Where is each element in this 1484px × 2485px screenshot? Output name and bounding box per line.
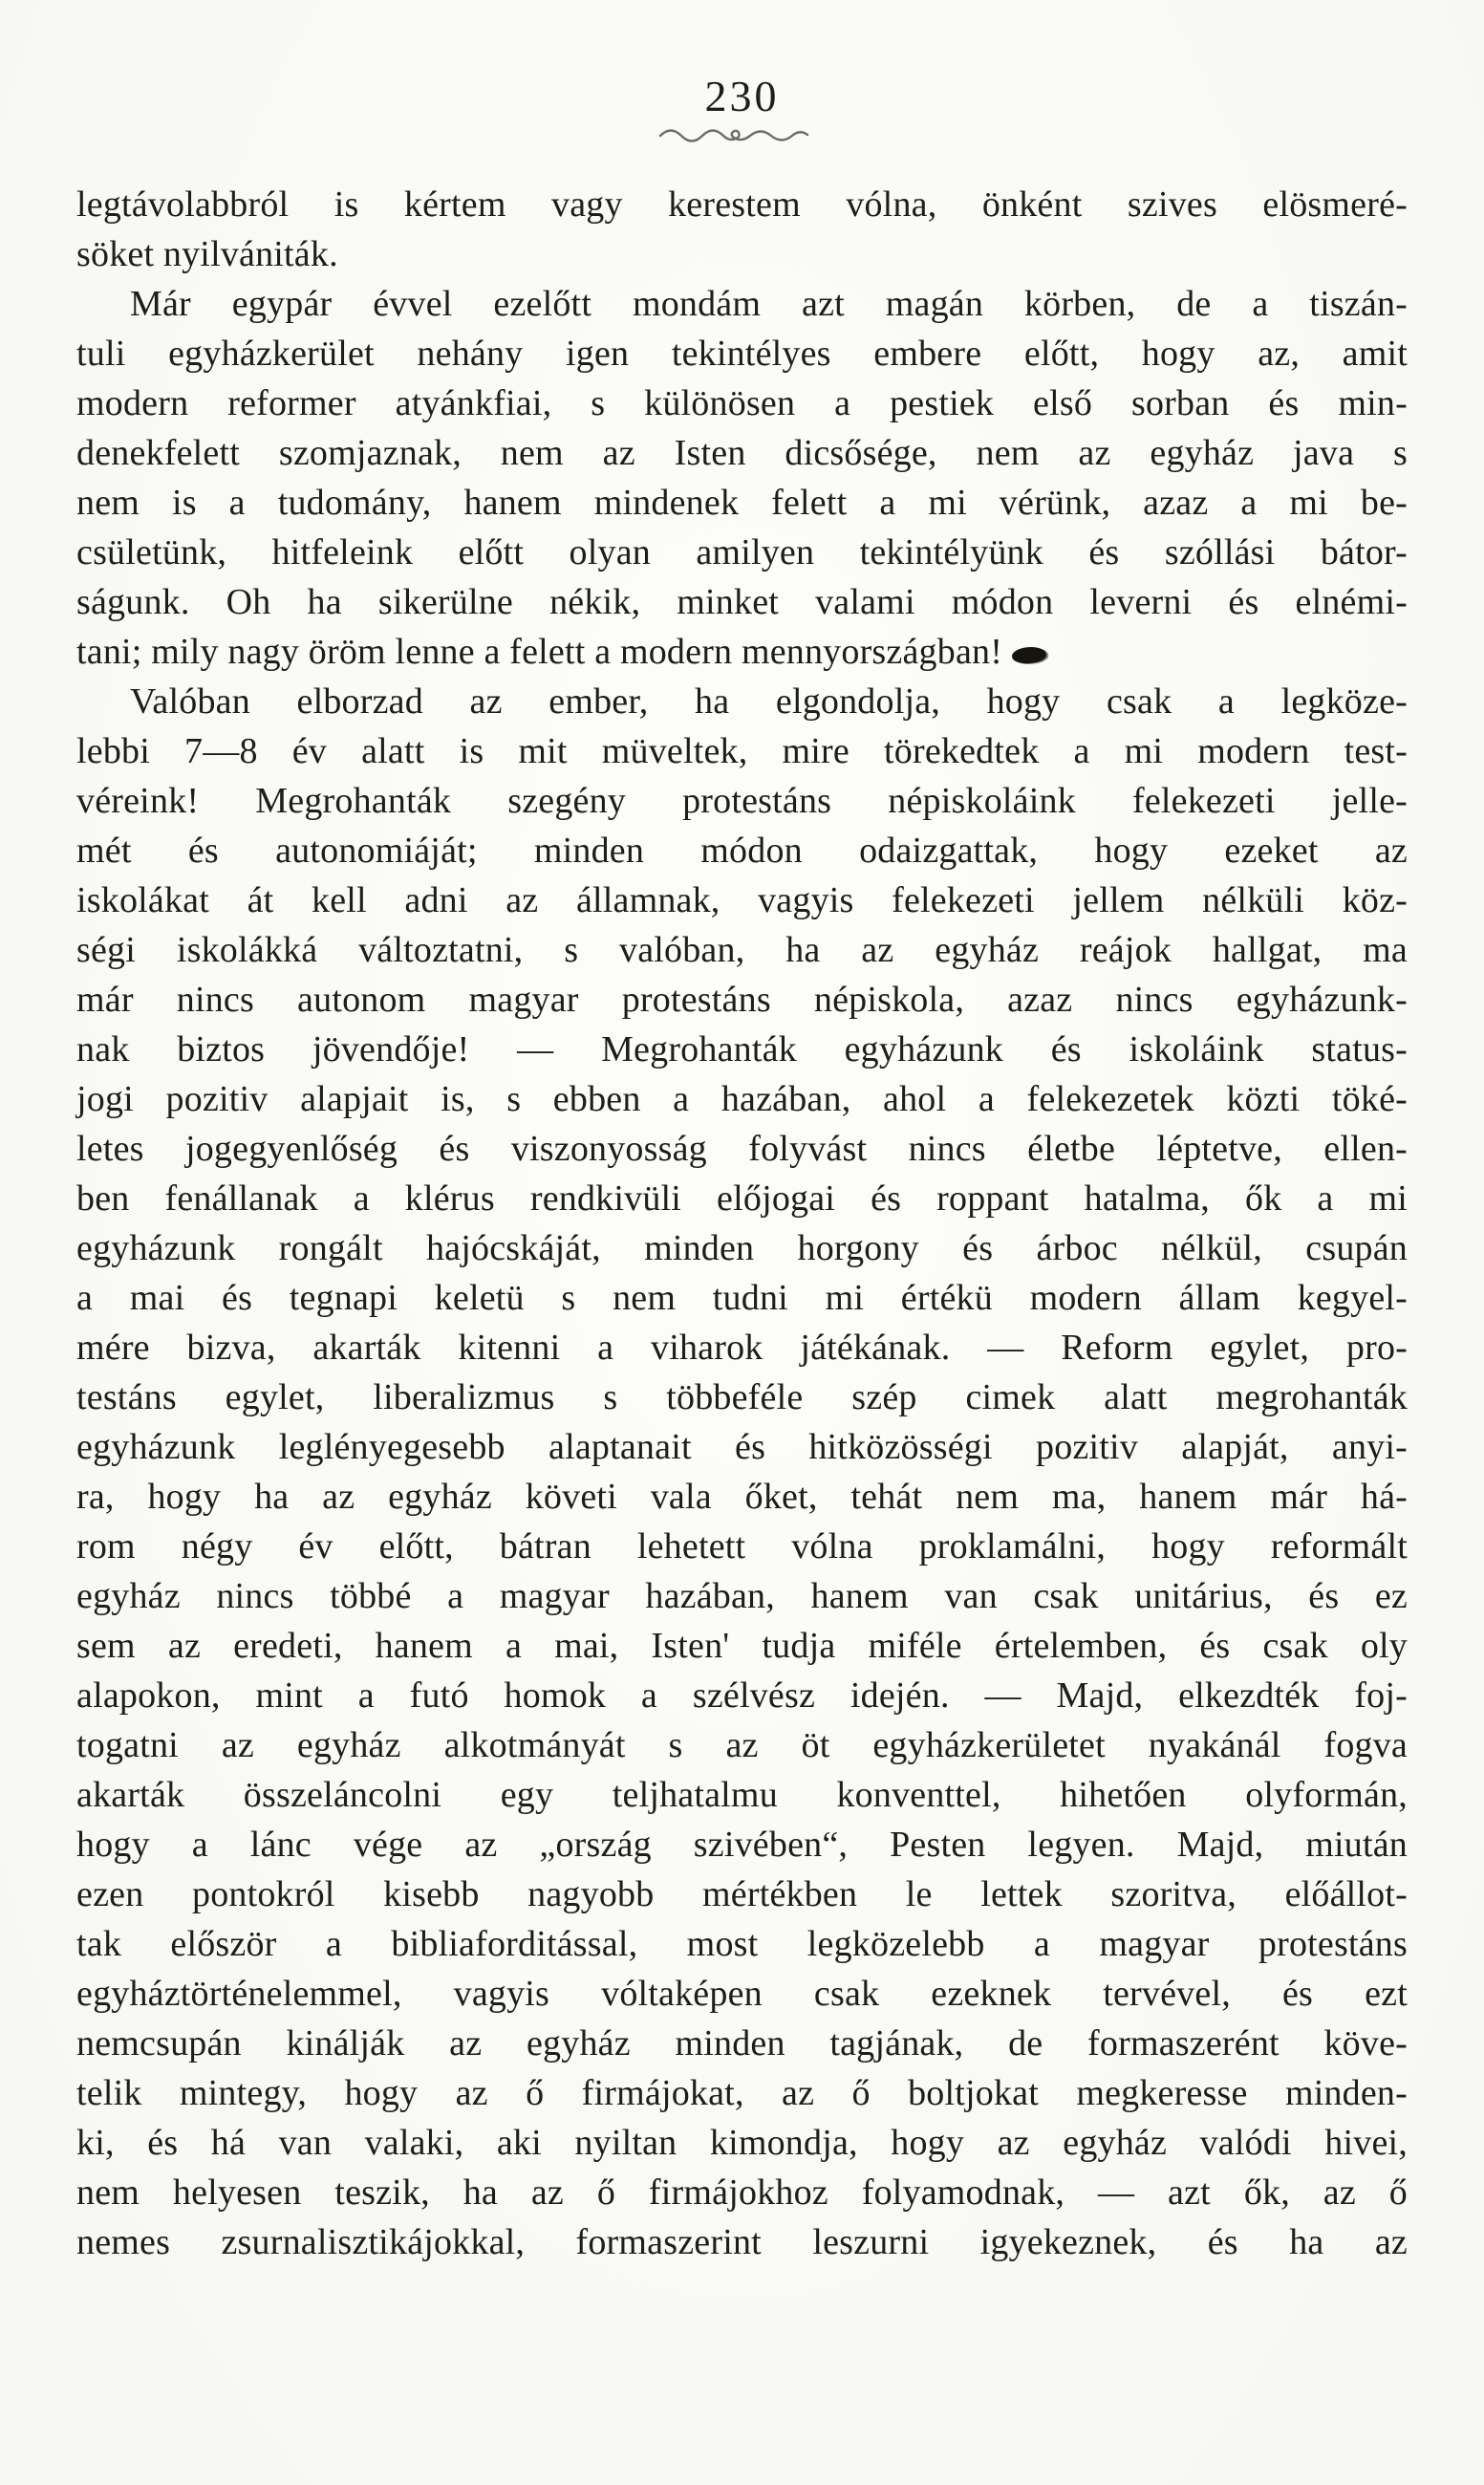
text-line-content: egyházunk leglényegesebb alaptanait és hitközösségi pozitiv alapját, anyi- [76,1427,1408,1467]
text-line [76,428,1408,478]
text-line-content: legtávolabbról is kértem vagy kerestem vólna, önként szives elösmeré- [76,184,1408,225]
squiggle-icon [656,124,828,145]
text-line [76,1770,1408,1820]
text-line-content: jogi pozitiv alapjait is, s ebben a hazában, ahol a felekezetek közti töké- [76,1079,1408,1119]
text-line [76,627,1408,677]
paragraph [76,180,1408,279]
text-line [76,1323,1408,1372]
text-line [76,1621,1408,1671]
text-line-content: ben fenállanak a klérus rendkivüli előjogai és roppant hatalma, ők a mi [76,1178,1408,1219]
text-line [76,776,1408,826]
text-line [76,975,1408,1025]
text-line [76,180,1408,229]
text-line-content: mét és autonomiáját; minden módon odaizgattak, hogy ezeket az [76,831,1408,871]
text-line-content: tak először a bibliaforditással, most legközelebb a magyar protestáns [76,1924,1408,1964]
text-line-content: nem is a tudomány, hanem mindenek felett a mi vérünk, azaz a mi be- [76,483,1408,523]
text-line [76,1571,1408,1621]
text-line-content: ki, és há van valaki, aki nyiltan kimondja, hogy az egyház valódi hivei, [76,2123,1408,2163]
text-line [76,329,1408,378]
text-line-content: tani; mily nagy öröm lenne a felett a modern mennyországban! [76,632,1003,672]
text-line-content: a mai és tegnapi keletü s nem tudni mi értékü modern állam kegyel- [76,1278,1408,1318]
text-line [76,378,1408,428]
text-line [76,2168,1408,2217]
text-line [76,1124,1408,1174]
text-line-content: nem helyesen teszik, ha az ő firmájokhoz folyamodnak, — azt ők, az ő [76,2172,1408,2213]
paragraph [76,677,1408,2267]
text-line [76,1472,1408,1522]
text-line-content: alapokon, mint a futó homok a szélvész idején. — Majd, elkezdték foj- [76,1675,1408,1716]
text-line-content: nemcsupán kinálják az egyház minden tagjának, de formaszerént köve- [76,2023,1408,2064]
ink-smudge [1011,645,1047,665]
text-line-content: testáns egylet, liberalizmus s többeféle szép cimek alatt megrohanták [76,1377,1408,1417]
text-line-content: Már egypár évvel ezelőtt mondám azt magán körben, de a tiszán- [130,284,1408,324]
text-line [76,1422,1408,1472]
text-line [76,1223,1408,1273]
text-line [76,1919,1408,1969]
text-line [76,826,1408,875]
text-line-content: modern reformer atyánkfiai, s különösen a pestiek első sorban és min- [76,383,1408,423]
text-line-content: ezen pontokról kisebb nagyobb mértékben le lettek szoritva, előállot- [76,1874,1408,1914]
text-line-content: denekfelett szomjaznak, nem az Isten dicsősége, nem az egyház java s [76,433,1408,473]
page-number: 230 [704,72,780,120]
text-line-content: csületünk, hitfeleink előtt olyan amilyen tekintélyünk és szóllási bátor- [76,532,1408,573]
text-line-content: ségi iskolákká változtatni, s valóban, ha az egyház reájok hallgat, ma [76,930,1408,970]
text-line [76,2068,1408,2118]
text-line-content: mére bizva, akarták kitenni a viharok játékának. — Reform egylet, pro- [76,1328,1408,1368]
text-line-content: egyházunk rongált hajócskáját, minden horgony és árboc nélkül, csupán [76,1228,1408,1268]
text-line [76,528,1408,577]
text-line-content: söket nyilvániták. [76,234,338,274]
text-line-content: akarták összeláncolni egy teljhatalmu konventtel, hihetően olyformán, [76,1775,1408,1815]
text-line-content: ságunk. Oh ha sikerülne nékik, minket valami módon leverni és elnémi- [76,582,1408,622]
text-line-content: egyháztörténelemmel, vagyis vóltaképen csak ezeknek tervével, és ezt [76,1974,1408,2014]
text-line [76,875,1408,925]
text-line [76,2217,1408,2267]
text-line [76,1671,1408,1720]
text-line-content: iskolákat át kell adni az államnak, vagyis felekezeti jellem nélküli köz- [76,880,1408,920]
text-line-content: ra, hogy ha az egyház követi vala őket, tehát nem ma, hanem már há- [76,1477,1408,1517]
text-line [76,726,1408,776]
text-line-content: lebbi 7—8 év alatt is mit müveltek, mire törekedtek a mi modern test- [76,731,1408,771]
text-line-content: Valóban elborzad az ember, ha elgondolja, hogy csak a legköze- [130,681,1408,722]
text-line [76,1372,1408,1422]
text-line [76,1820,1408,1869]
text-line-content: letes jogegyenlőség és viszonyosság folyvást nincs életbe léptetve, ellen- [76,1129,1408,1169]
text-line-content: egyház nincs többé a magyar hazában, hanem van csak unitárius, és ez [76,1576,1408,1616]
text-block [76,180,1408,2267]
text-line-content: tuli egyházkerület nehány igen tekintélyes embere előtt, hogy az, amit [76,334,1408,374]
text-line [76,1174,1408,1223]
text-line [76,1273,1408,1323]
text-line [76,1074,1408,1124]
text-line-content: telik mintegy, hogy az ő firmájokat, az ő boltjokat megkeresse minden- [76,2073,1408,2113]
paragraph [76,279,1408,677]
text-line [76,1969,1408,2019]
text-line [76,1522,1408,1571]
text-line [76,577,1408,627]
text-line [76,2019,1408,2068]
text-line-content: nak biztos jövendője! — Megrohanták egyházunk és iskoláink status- [76,1029,1408,1070]
text-line [76,1720,1408,1770]
text-line-content: rom négy év előtt, bátran lehetett vólna proklamálni, hogy reformált [76,1526,1408,1567]
text-line [76,478,1408,528]
text-line [76,229,1408,279]
text-line-content: véreink! Megrohanták szegény protestáns népiskoláink felekezeti jelle- [76,781,1408,821]
text-line [76,677,1408,726]
text-line [76,279,1408,329]
text-line [76,1869,1408,1919]
text-line-content: már nincs autonom magyar protestáns népiskola, azaz nincs egyházunk- [76,980,1408,1020]
text-line [76,1025,1408,1074]
text-line-content: sem az eredeti, hanem a mai, Isten' tudja miféle értelemben, és csak oly [76,1626,1408,1666]
text-line-content: nemes zsurnalisztikájokkal, formaszerint leszurni igyekeznek, és ha az [76,2222,1408,2262]
text-line-content: hogy a lánc vége az „ország szivében“, Pesten legyen. Majd, miután [76,1825,1408,1865]
text-line [76,925,1408,975]
decorative-squiggle [76,124,1408,147]
text-line [76,2118,1408,2168]
text-line-content: togatni az egyház alkotmányát s az öt egyházkerületet nyakánál fogva [76,1725,1408,1765]
